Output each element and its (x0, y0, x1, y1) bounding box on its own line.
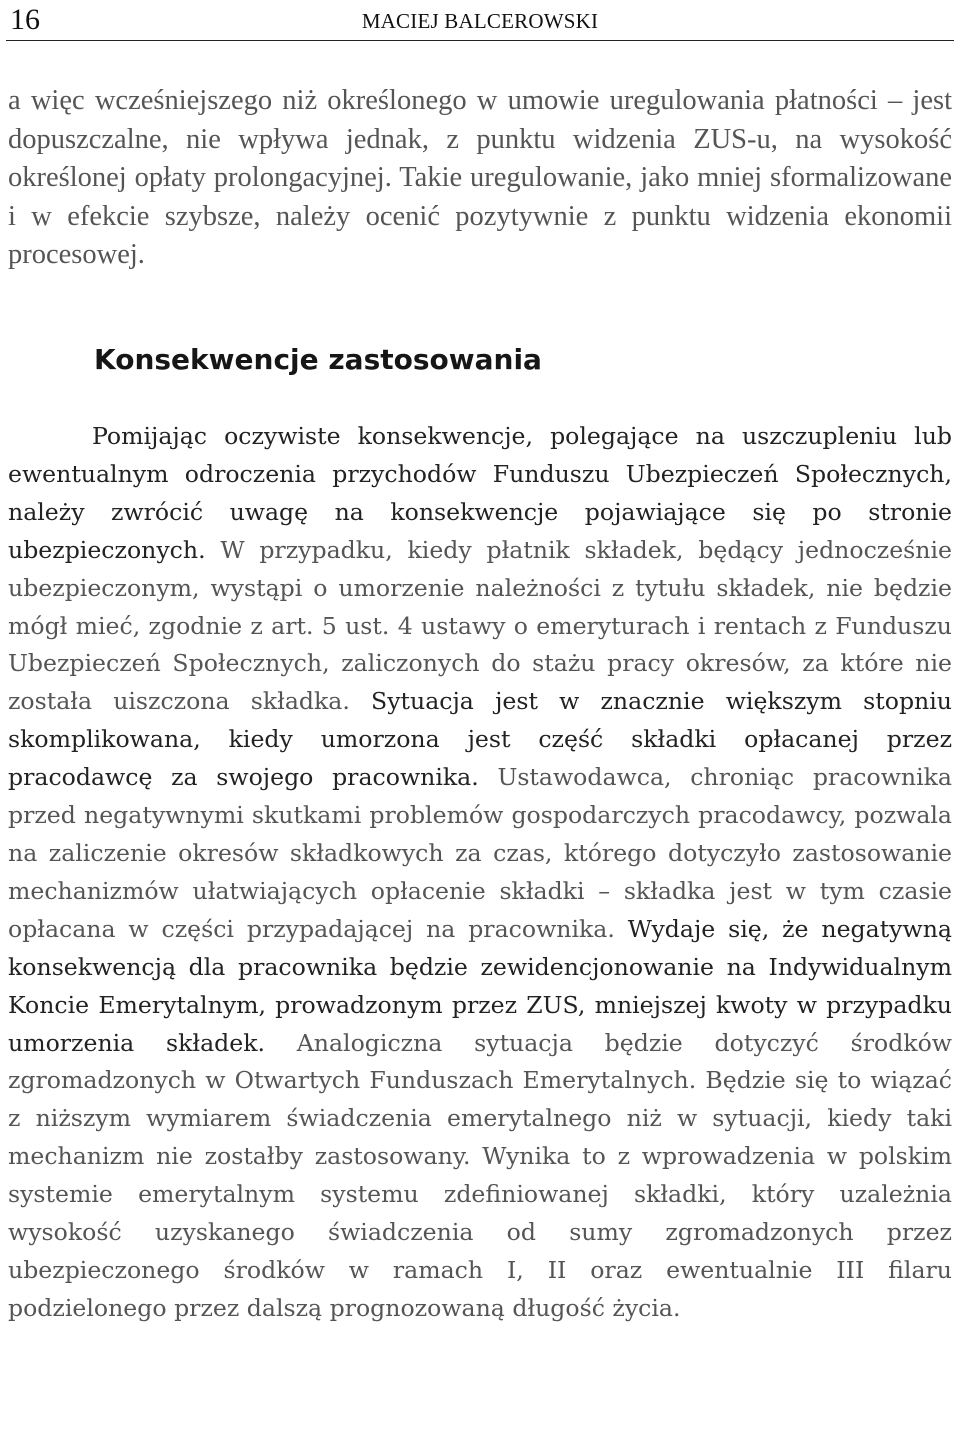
section-heading: Konsekwencje zastosowania (94, 343, 542, 376)
paragraph-sentence: Analogiczna sytuacja będzie dotyczyć środków zgromadzonych w Otwartych Funduszach Emerytalnych. Będzie się to wiązać z niższym wymiarem świadczenia emerytalnego niż w sytuacji, kiedy taki mechanizm nie zostałby zastosowany. Wynika to z wprowadzenia w polskim systemie emerytalnym systemu zdefiniowanej składki, który uzależnia wysokość uzyskanego świadczenia od sumy zgromadzonych przez ubezpieczonego środków w ramach I, II oraz ewentualnie III filaru podzielonego przez dalszą prognozowaną długość życia. (8, 1028, 952, 1322)
paragraph-sentence: Wydaje się, że negatywną konsekwencją dla pracownika będzie zewidencjonowanie na Indywidualnym Koncie Emerytalnym, prowadzonym przez ZUS, mniejszej kwoty w przypadku umorzenia składek. (8, 914, 952, 1057)
paragraph-sentence: Pomijając oczywiste konsekwencje, polegające na uszczupleniu lub ewentualnym odroczenia przychodów Funduszu Ubezpieczeń Społecznych, należy zwrócić uwagę na konsekwencje pojawiające się po stronie ubezpieczonych. (8, 422, 952, 564)
running-head: MACIEJ BALCEROWSKI (361, 9, 599, 33)
paragraph-sentence: Ustawodawca, chroniąc pracownika przed negatywnymi skutkami problemów gospodarczych pracodawcy, pozwala na zaliczenie okresów składkowych za czas, którego dotyczyło zastosowanie mechanizmów ułatwiających opłacenie składki – składka jest w tym czasie opłacana w części przypadającej na pracownika. (8, 763, 952, 943)
paragraph-body (8, 418, 952, 1328)
paragraph-sentence: W przypadku, kiedy płatnik składek, będący jednocześnie ubezpieczonym, wystąpi o umorzenie należności z tytułu składek, nie będzie mógł mieć, zgodnie z art. 5 ust. 4 ustawy o emeryturach i rentach z Funduszu Ubezpieczeń Społecznych, zaliczonych do stażu pracy okresów, za które nie została uiszczona składka. (8, 535, 952, 716)
page-header (6, 0, 954, 41)
paragraph-sentence: Sytuacja jest w znacznie większym stopniu skomplikowana, kiedy umorzona jest część składki opłacanej przez pracodawcę za swojego pracownika. (8, 687, 952, 792)
page-number: 16 (10, 3, 40, 36)
paragraph-continuation: a więc wcześniejszego niż określonego w umowie uregulowania płatności – jest dopuszczalne, nie wpływa jednak, z punktu widzenia ZUS-u, na wysokość określonej opłaty prolongacyjnej. Takie uregulowanie, jako mniej sformalizowane i w efekcie szybsze, należy ocenić pozytywnie z punktu widzenia ekonomii procesowej. (8, 85, 952, 271)
